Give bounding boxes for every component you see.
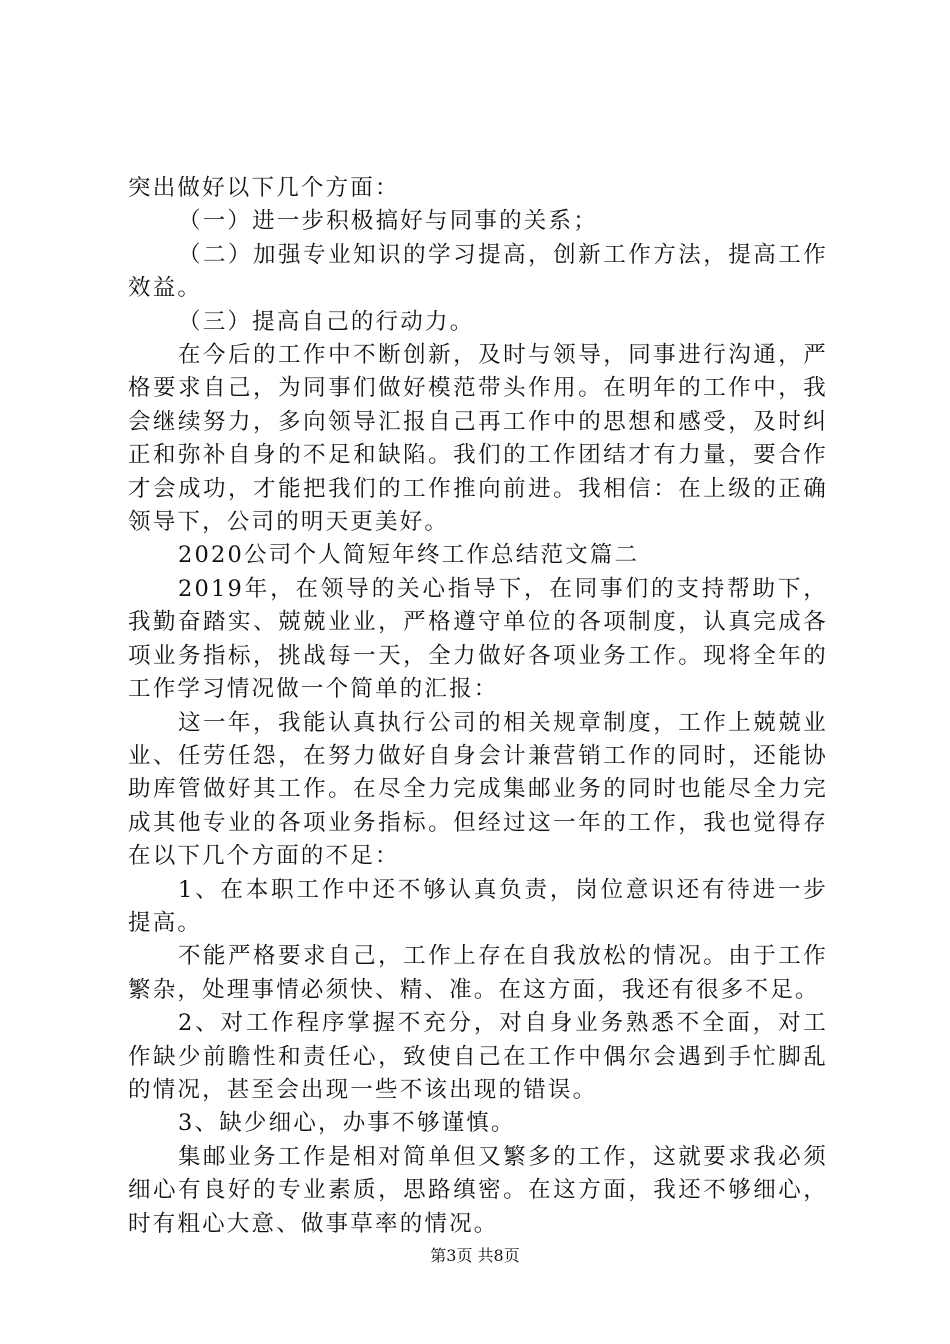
list-item: 1、在本职工作中还不够认真负责，岗位意识还有待进一步提高。 bbox=[128, 876, 828, 936]
paragraph: 2019年，在领导的关心指导下，在同事们的支持帮助下，我勤奋踏实、兢兢业业，严格遵守单位的各项制度，认真完成各项业务指标，挑战每一天，全力做好各项业务工作。现将全年的工作学习情况做一个简单的汇报： bbox=[128, 575, 828, 703]
document-body bbox=[128, 172, 828, 1241]
list-item: 2、对工作程序掌握不充分，对自身业务熟悉不全面，对工作缺少前瞻性和责任心，致使自己在工作中偶尔会遇到手忙脚乱的情况，甚至会出现一些不该出现的错误。 bbox=[128, 1010, 828, 1103]
list-item: （二）加强专业知识的学习提高，创新工作方法，提高工作效益。 bbox=[128, 241, 828, 302]
paragraph: 不能严格要求自己，工作上存在自我放松的情况。由于工作繁杂，处理事情必须快、精、准。在这方面，我还有很多不足。 bbox=[128, 943, 828, 1003]
section-heading: 2020公司个人简短年终工作总结范文篇二 bbox=[178, 542, 640, 569]
page-number-footer: 第3页 共8页 bbox=[430, 1246, 520, 1265]
paragraph: 集邮业务工作是相对简单但又繁多的工作，这就要求我必须细心有良好的专业素质，思路缜密。在这方面，我还不够细心，时有粗心大意、做事草率的情况。 bbox=[128, 1143, 828, 1237]
paragraph: 这一年，我能认真执行公司的相关规章制度，工作上兢兢业业、任劳任怨，在努力做好自身会计兼营销工作的同时，还能协助库管做好其工作。在尽全力完成集邮业务的同时也能尽全力完成其他专业的各项业务指标。但经过这一年的工作，我也觉得存在以下几个方面的不足： bbox=[128, 709, 828, 870]
paragraph: 在今后的工作中不断创新，及时与领导，同事进行沟通，严格要求自己，为同事们做好模范带头作用。在明年的工作中，我会继续努力，多向领导汇报自己再工作中的思想和感受，及时纠正和弥补自身的不足和缺陷。我们的工作团结才有力量，要合作才会成功，才能把我们的工作推向前进。我相信：在上级的正确领导下，公司的明天更美好。 bbox=[128, 342, 828, 536]
list-item: （一）进一步积极搞好与同事的关系； bbox=[178, 208, 598, 235]
list-item: 3、缺少细心，办事不够谨慎。 bbox=[178, 1110, 516, 1137]
paragraph: 突出做好以下几个方面： bbox=[128, 175, 400, 201]
list-item: （三）提高自己的行动力。 bbox=[178, 308, 475, 335]
